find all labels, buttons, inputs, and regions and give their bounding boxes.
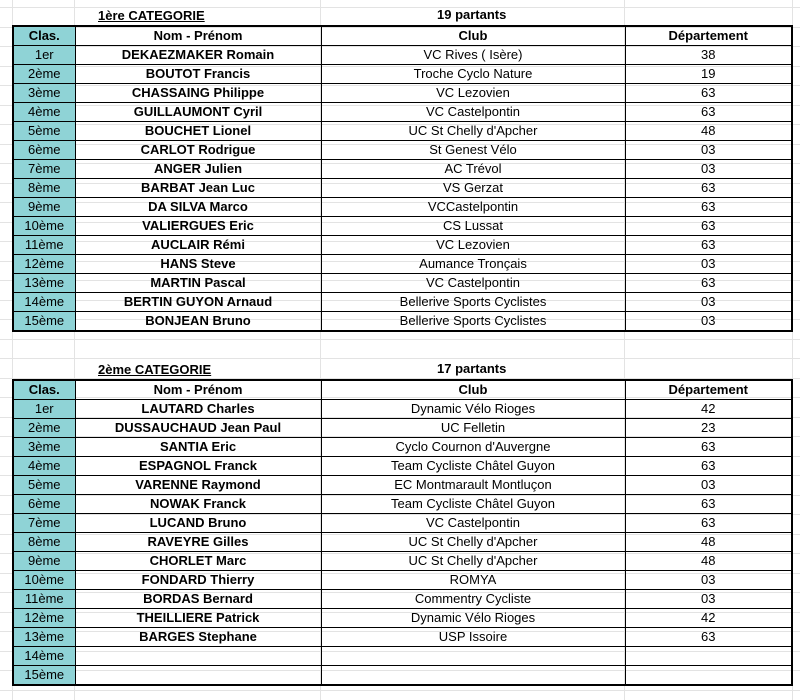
department-cell: 63 — [625, 514, 792, 533]
club-cell: UC St Chelly d'Apcher — [321, 552, 625, 571]
department-cell: 42 — [625, 609, 792, 628]
partants-count: 17 partants — [437, 361, 507, 376]
table-row — [13, 533, 792, 552]
department-cell: 03 — [625, 255, 792, 274]
rank-cell: 5ème — [13, 476, 75, 495]
rider-name-cell: GUILLAUMONT Cyril — [75, 103, 321, 122]
table-row — [13, 457, 792, 476]
table-row — [13, 312, 792, 332]
table-row — [13, 419, 792, 438]
rank-cell: 13ème — [13, 274, 75, 293]
department-cell: 63 — [625, 457, 792, 476]
club-cell: Cyclo Cournon d'Auvergne — [321, 438, 625, 457]
results-table — [12, 379, 793, 686]
rider-name-cell: BONJEAN Bruno — [75, 312, 321, 332]
club-cell: Bellerive Sports Cyclistes — [321, 312, 625, 332]
rank-cell: 9ème — [13, 198, 75, 217]
table-row — [13, 293, 792, 312]
category-2-section — [12, 360, 791, 686]
rank-cell: 10ème — [13, 217, 75, 236]
col-header-dep: Département — [625, 380, 792, 400]
table-header-row — [13, 380, 792, 400]
table-row — [13, 103, 792, 122]
rider-name-cell: LUCAND Bruno — [75, 514, 321, 533]
table-row — [13, 514, 792, 533]
rank-cell: 6ème — [13, 141, 75, 160]
club-cell: Troche Cyclo Nature — [321, 65, 625, 84]
rank-cell: 14ème — [13, 647, 75, 666]
department-cell: 63 — [625, 628, 792, 647]
club-cell: CS Lussat — [321, 217, 625, 236]
col-header-club: Club — [321, 380, 625, 400]
club-cell: UC St Chelly d'Apcher — [321, 533, 625, 552]
club-cell: Dynamic Vélo Rioges — [321, 609, 625, 628]
department-cell: 03 — [625, 312, 792, 332]
club-cell: USP Issoire — [321, 628, 625, 647]
department-cell: 03 — [625, 590, 792, 609]
club-cell: AC Trévol — [321, 160, 625, 179]
department-cell: 38 — [625, 46, 792, 65]
table-row — [13, 438, 792, 457]
rank-cell: 4ème — [13, 103, 75, 122]
rank-cell: 4ème — [13, 457, 75, 476]
table-row — [13, 122, 792, 141]
department-cell: 03 — [625, 571, 792, 590]
table-row — [13, 160, 792, 179]
rider-name-cell: AUCLAIR Rémi — [75, 236, 321, 255]
club-cell: UC Felletin — [321, 419, 625, 438]
table-row — [13, 65, 792, 84]
table-row — [13, 647, 792, 666]
rider-name-cell: DEKAEZMAKER Romain — [75, 46, 321, 65]
rider-name-cell: DA SILVA Marco — [75, 198, 321, 217]
table-row — [13, 590, 792, 609]
grid-line — [0, 690, 800, 691]
rank-cell: 5ème — [13, 122, 75, 141]
rider-name-cell: VALIERGUES Eric — [75, 217, 321, 236]
rider-name-cell — [75, 666, 321, 686]
table-row — [13, 236, 792, 255]
category-header — [12, 360, 791, 379]
col-header-dep: Département — [625, 26, 792, 46]
department-cell: 63 — [625, 84, 792, 103]
rank-cell: 11ème — [13, 236, 75, 255]
department-cell: 63 — [625, 438, 792, 457]
club-cell: VC Rives ( Isère) — [321, 46, 625, 65]
club-cell: Bellerive Sports Cyclistes — [321, 293, 625, 312]
table-row — [13, 274, 792, 293]
table-row — [13, 217, 792, 236]
rank-cell: 13ème — [13, 628, 75, 647]
club-cell: VS Gerzat — [321, 179, 625, 198]
department-cell: 23 — [625, 419, 792, 438]
rank-cell: 9ème — [13, 552, 75, 571]
department-cell: 48 — [625, 122, 792, 141]
rider-name-cell: CHORLET Marc — [75, 552, 321, 571]
department-cell: 63 — [625, 179, 792, 198]
table-row — [13, 609, 792, 628]
rank-cell: 6ème — [13, 495, 75, 514]
rank-cell: 11ème — [13, 590, 75, 609]
table-row — [13, 141, 792, 160]
department-cell: 63 — [625, 274, 792, 293]
club-cell: St Genest Vélo — [321, 141, 625, 160]
rider-name-cell: RAVEYRE Gilles — [75, 533, 321, 552]
table-header-row — [13, 26, 792, 46]
department-cell: 03 — [625, 141, 792, 160]
rider-name-cell: NOWAK Franck — [75, 495, 321, 514]
rank-cell: 12ème — [13, 255, 75, 274]
club-cell: ROMYA — [321, 571, 625, 590]
table-row — [13, 666, 792, 686]
rider-name-cell — [75, 647, 321, 666]
department-cell: 19 — [625, 65, 792, 84]
department-cell: 63 — [625, 103, 792, 122]
department-cell: 42 — [625, 400, 792, 419]
col-header-club: Club — [321, 26, 625, 46]
table-row — [13, 476, 792, 495]
club-cell: Aumance Tronçais — [321, 255, 625, 274]
table-row — [13, 198, 792, 217]
department-cell — [625, 647, 792, 666]
club-cell: EC Montmarault Montluçon — [321, 476, 625, 495]
grid-line — [0, 339, 800, 340]
club-cell: VC Lezovien — [321, 236, 625, 255]
club-cell — [321, 647, 625, 666]
rider-name-cell: BARBAT Jean Luc — [75, 179, 321, 198]
club-cell: Commentry Cycliste — [321, 590, 625, 609]
results-table — [12, 25, 793, 332]
club-cell — [321, 666, 625, 686]
club-cell: VC Castelpontin — [321, 274, 625, 293]
rider-name-cell: MARTIN Pascal — [75, 274, 321, 293]
rank-cell: 14ème — [13, 293, 75, 312]
rider-name-cell: HANS Steve — [75, 255, 321, 274]
rider-name-cell: FONDARD Thierry — [75, 571, 321, 590]
rider-name-cell: ANGER Julien — [75, 160, 321, 179]
rider-name-cell: BOUCHET Lionel — [75, 122, 321, 141]
rank-cell: 3ème — [13, 84, 75, 103]
table-row — [13, 495, 792, 514]
department-cell: 03 — [625, 160, 792, 179]
rank-cell: 1er — [13, 400, 75, 419]
rank-cell: 7ème — [13, 514, 75, 533]
club-cell: Dynamic Vélo Rioges — [321, 400, 625, 419]
rider-name-cell: CARLOT Rodrigue — [75, 141, 321, 160]
rider-name-cell: BERTIN GUYON Arnaud — [75, 293, 321, 312]
rank-cell: 15ème — [13, 312, 75, 332]
category-1-section — [12, 6, 791, 332]
rider-name-cell: LAUTARD Charles — [75, 400, 321, 419]
rank-cell: 7ème — [13, 160, 75, 179]
table-row — [13, 179, 792, 198]
col-header-clas: Clas. — [13, 380, 75, 400]
rider-name-cell: ESPAGNOL Franck — [75, 457, 321, 476]
rider-name-cell: BARGES Stephane — [75, 628, 321, 647]
rank-cell: 10ème — [13, 571, 75, 590]
table-row — [13, 552, 792, 571]
rank-cell: 15ème — [13, 666, 75, 686]
club-cell: UC St Chelly d'Apcher — [321, 122, 625, 141]
rank-cell: 2ème — [13, 419, 75, 438]
rank-cell: 2ème — [13, 65, 75, 84]
rank-cell: 3ème — [13, 438, 75, 457]
department-cell: 63 — [625, 198, 792, 217]
rank-cell: 8ème — [13, 533, 75, 552]
rank-cell: 8ème — [13, 179, 75, 198]
category-header — [12, 6, 791, 25]
partants-count: 19 partants — [437, 7, 507, 22]
rider-name-cell: SANTIA Eric — [75, 438, 321, 457]
department-cell: 48 — [625, 552, 792, 571]
department-cell: 63 — [625, 236, 792, 255]
club-cell: VC Castelpontin — [321, 103, 625, 122]
club-cell: VCCastelpontin — [321, 198, 625, 217]
rider-name-cell: BOUTOT Francis — [75, 65, 321, 84]
rider-name-cell: THEILLIERE Patrick — [75, 609, 321, 628]
table-row — [13, 628, 792, 647]
rider-name-cell: CHASSAING Philippe — [75, 84, 321, 103]
department-cell: 63 — [625, 495, 792, 514]
rank-cell: 1er — [13, 46, 75, 65]
rider-name-cell: BORDAS Bernard — [75, 590, 321, 609]
table-row — [13, 571, 792, 590]
club-cell: VC Castelpontin — [321, 514, 625, 533]
club-cell: Team Cycliste Châtel Guyon — [321, 495, 625, 514]
rank-cell: 12ème — [13, 609, 75, 628]
department-cell: 03 — [625, 293, 792, 312]
department-cell: 48 — [625, 533, 792, 552]
rider-name-cell: DUSSAUCHAUD Jean Paul — [75, 419, 321, 438]
department-cell — [625, 666, 792, 686]
col-header-clas: Clas. — [13, 26, 75, 46]
club-cell: VC Lezovien — [321, 84, 625, 103]
department-cell: 63 — [625, 217, 792, 236]
col-header-name: Nom - Prénom — [75, 380, 321, 400]
club-cell: Team Cycliste Châtel Guyon — [321, 457, 625, 476]
table-row — [13, 46, 792, 65]
col-header-name: Nom - Prénom — [75, 26, 321, 46]
category-title: 1ère CATEGORIE — [98, 8, 205, 23]
rider-name-cell: VARENNE Raymond — [75, 476, 321, 495]
table-row — [13, 400, 792, 419]
grid-line — [0, 358, 800, 359]
table-row — [13, 84, 792, 103]
category-title: 2ème CATEGORIE — [98, 362, 212, 377]
table-row — [13, 255, 792, 274]
department-cell: 03 — [625, 476, 792, 495]
